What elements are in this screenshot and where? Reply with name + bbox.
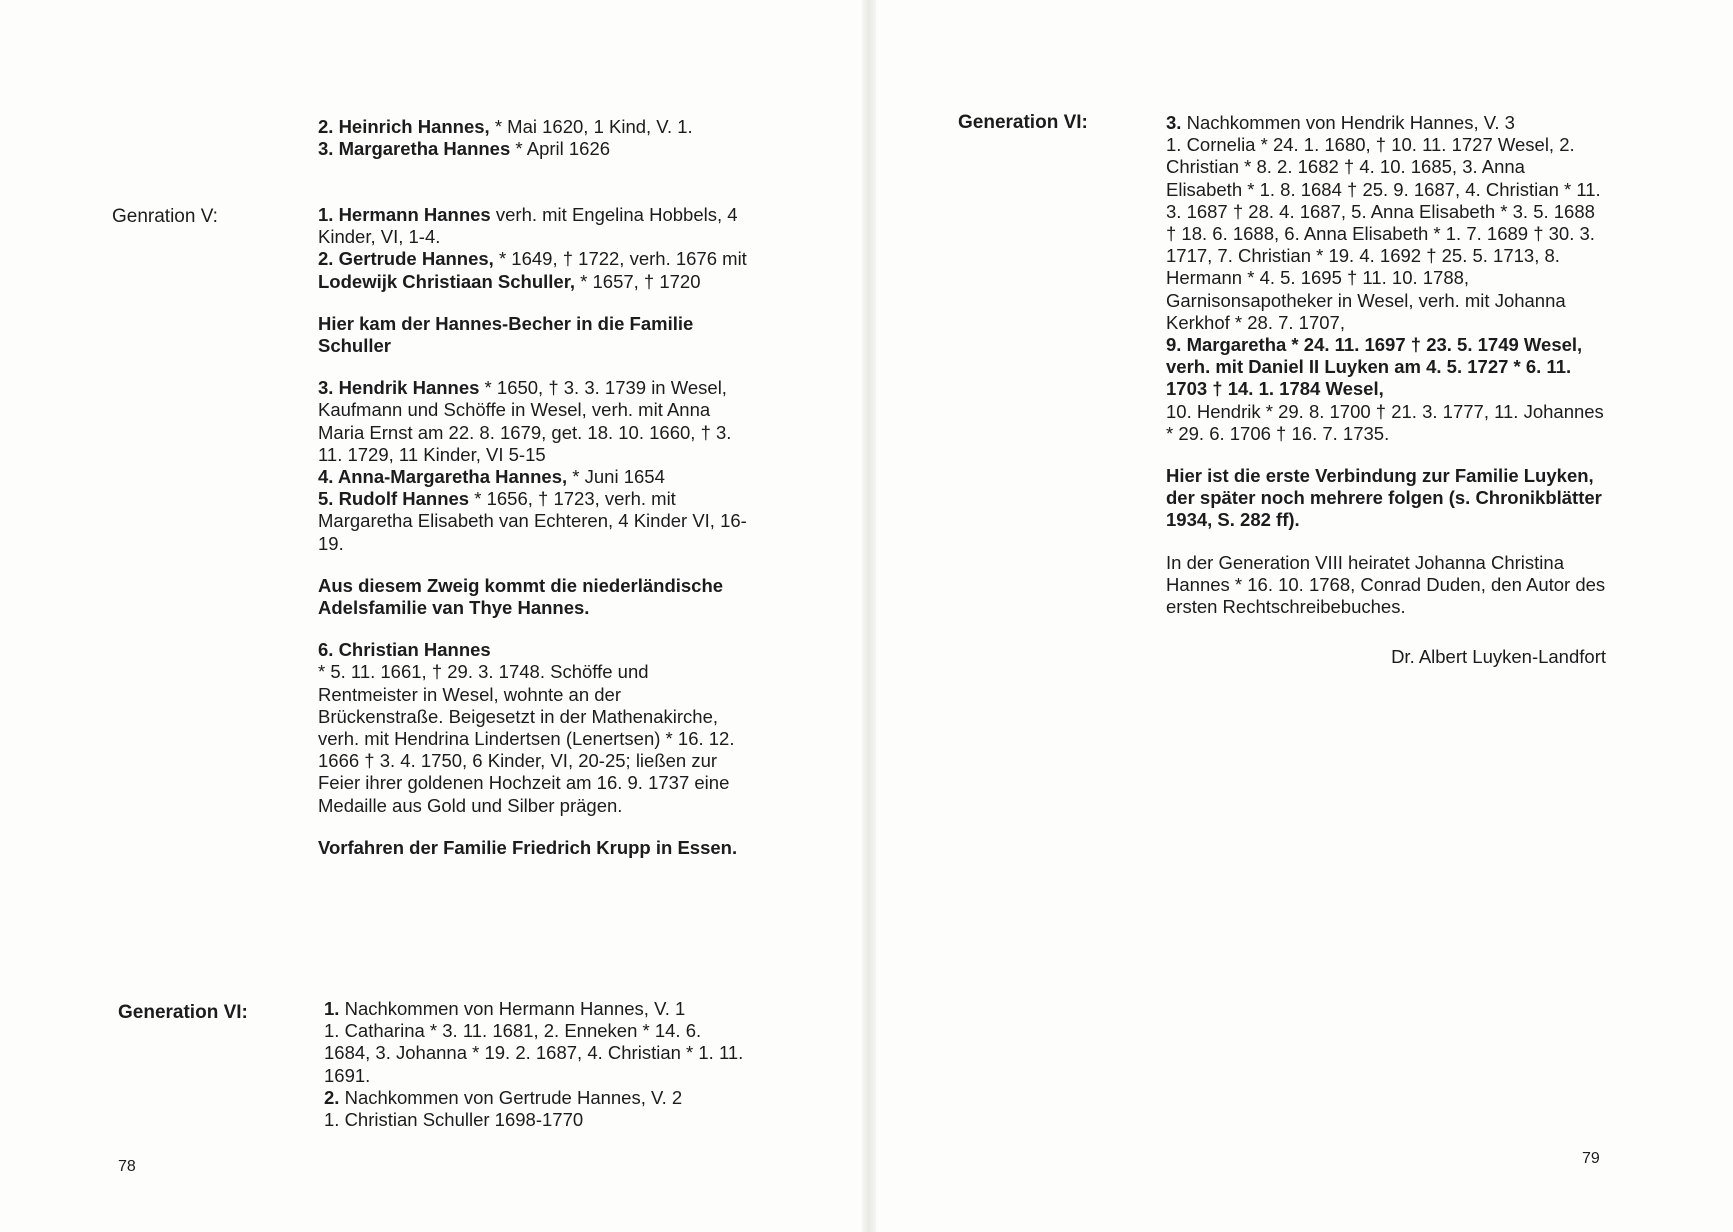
right-intro: 3. Nachkommen von Hendrik Hannes, V. 3 (1166, 112, 1515, 133)
page-number-left: 78 (118, 1158, 136, 1175)
entry-gertrude: 2. Gertrude Hannes, * 1649, † 1722, verh. 1676 mit Lodewijk Christiaan Schuller, * 1657, † 1720 (318, 248, 747, 292)
heading-schuller: Hier kam der Hannes-Becher in die Familie Schuller (318, 312, 694, 357)
generation-vi-block-left (324, 998, 744, 1131)
right-list: 1. Cornelia * 24. 1. 1680, † 10. 11. 1727 Wesel, 2. Christian * 8. 2. 1682 † 4. 10. 1685, 3. Anna Elisabeth * 1. 8. 1684 † 25. 9. 1687, 4. Christian * 11. 3. 1687 † 28. 4. 1687, 5. Anna Elisabeth * 3. 5. 1688 † 18. 6. 1688, 6. Anna Elisabeth * 1. 7. 1689 † 30. 3. 1717, 7. Christian * 19. 4. 1692 † 25. 5. 1713, 8. Hermann * 4. 5. 1695 † 11. 10. 1788, Garnisonsapotheker in Wesel, verh. mit Johanna Kerkhof * 28. 7. 1707, (1166, 134, 1601, 333)
generation-v-label: Genration V: (112, 206, 218, 227)
generation-vi-block-right (1166, 112, 1606, 668)
book-gutter (862, 0, 876, 1232)
gen-vi-item-2-detail: 1. Christian Schuller 1698-1770 (324, 1109, 584, 1131)
left-top-block (318, 116, 748, 160)
generation-v-block (318, 204, 748, 859)
page-number-right: 79 (1582, 1150, 1600, 1167)
duden-paragraph: In der Generation VIII heiratet Johanna Christina Hannes * 16. 10. 1768, Conrad Duden, den Autor des ersten Rechtschreibebuches. (1166, 551, 1606, 618)
generation-vi-label-left: Generation VI: (118, 1002, 248, 1023)
entry-rudolf: 5. Rudolf Hannes * 1656, † 1723, verh. mit Margaretha Elisabeth van Echteren, 4 Kinder VI, 16-19. (318, 488, 747, 554)
entry-christian-text: * 5. 11. 1661, † 29. 3. 1748. Schöffe und Rentmeister in Wesel, wohnte an der Brückenstraße. Beigesetzt in der Mathenakirche, verh. mit Hendrina Lindertsen (Lenertsen) * 16. 12. 1666 † 3. 4. 1750, 6 Kinder, VI, 20-25; ließen zur Feier ihrer goldenen Hochzeit am 16. 9. 1737 eine Medaille aus Gold und Silber prägen. (318, 661, 735, 816)
gen-vi-item-1: 1. Nachkommen von Hermann Hannes, V. 1 (324, 998, 686, 1019)
heading-thye: Aus diesem Zweig kommt die niederländische Adelsfamilie van Thye Hannes. (318, 574, 724, 619)
generation-vi-label-right: Generation VI: (958, 112, 1088, 133)
gen-vi-item-1-detail: 1. Catharina * 3. 11. 1681, 2. Enneken * 14. 6. 1684, 3. Johanna * 19. 2. 1687, 4. Christian * 1. 11. 1691. (324, 1020, 744, 1086)
entry-heinrich: 2. Heinrich Hannes, * Mai 1620, 1 Kind, V. 1. (318, 116, 693, 137)
entry-christian-heading: 6. Christian Hannes (318, 639, 491, 661)
right-list-end: 10. Hendrik * 29. 8. 1700 † 21. 3. 1777, 11. Johannes * 29. 6. 1706 † 16. 7. 1735. (1166, 400, 1604, 444)
entry-hendrik: 3. Hendrik Hannes * 1650, † 3. 3. 1739 in Wesel, Kaufmann und Schöffe in Wesel, verh. mit Anna Maria Ernst am 22. 8. 1679, get. 18. 10. 1660, † 3. 11. 1729, 11 Kinder, VI 5-15 (318, 377, 732, 465)
entry-hermann: 1. Hermann Hannes verh. mit Engelina Hobbels, 4 Kinder, VI, 1-4. (318, 204, 738, 248)
heading-krupp: Vorfahren der Familie Friedrich Krupp in Essen. (318, 836, 738, 858)
entry-anna-margaretha: 4. Anna-Margaretha Hannes, * Juni 1654 (318, 466, 665, 488)
gen-vi-item-2: 2. Nachkommen von Gertrude Hannes, V. 2 (324, 1086, 683, 1108)
entry-margaretha: 3. Margaretha Hannes * April 1626 (318, 138, 611, 160)
right-margaretha: 9. Margaretha * 24. 11. 1697 † 23. 5. 1749 Wesel, verh. mit Daniel II Luyken am 4. 5. 1727 * 6. 11. 1703 † 14. 1. 1784 Wesel, (1166, 334, 1583, 400)
author-signature: Dr. Albert Luyken-Landfort (1391, 646, 1606, 668)
heading-luyken: Hier ist die erste Verbindung zur Familie Luyken, der später noch mehrere folgen (s. Chronikblätter 1934, S. 282 ff). (1166, 465, 1602, 531)
